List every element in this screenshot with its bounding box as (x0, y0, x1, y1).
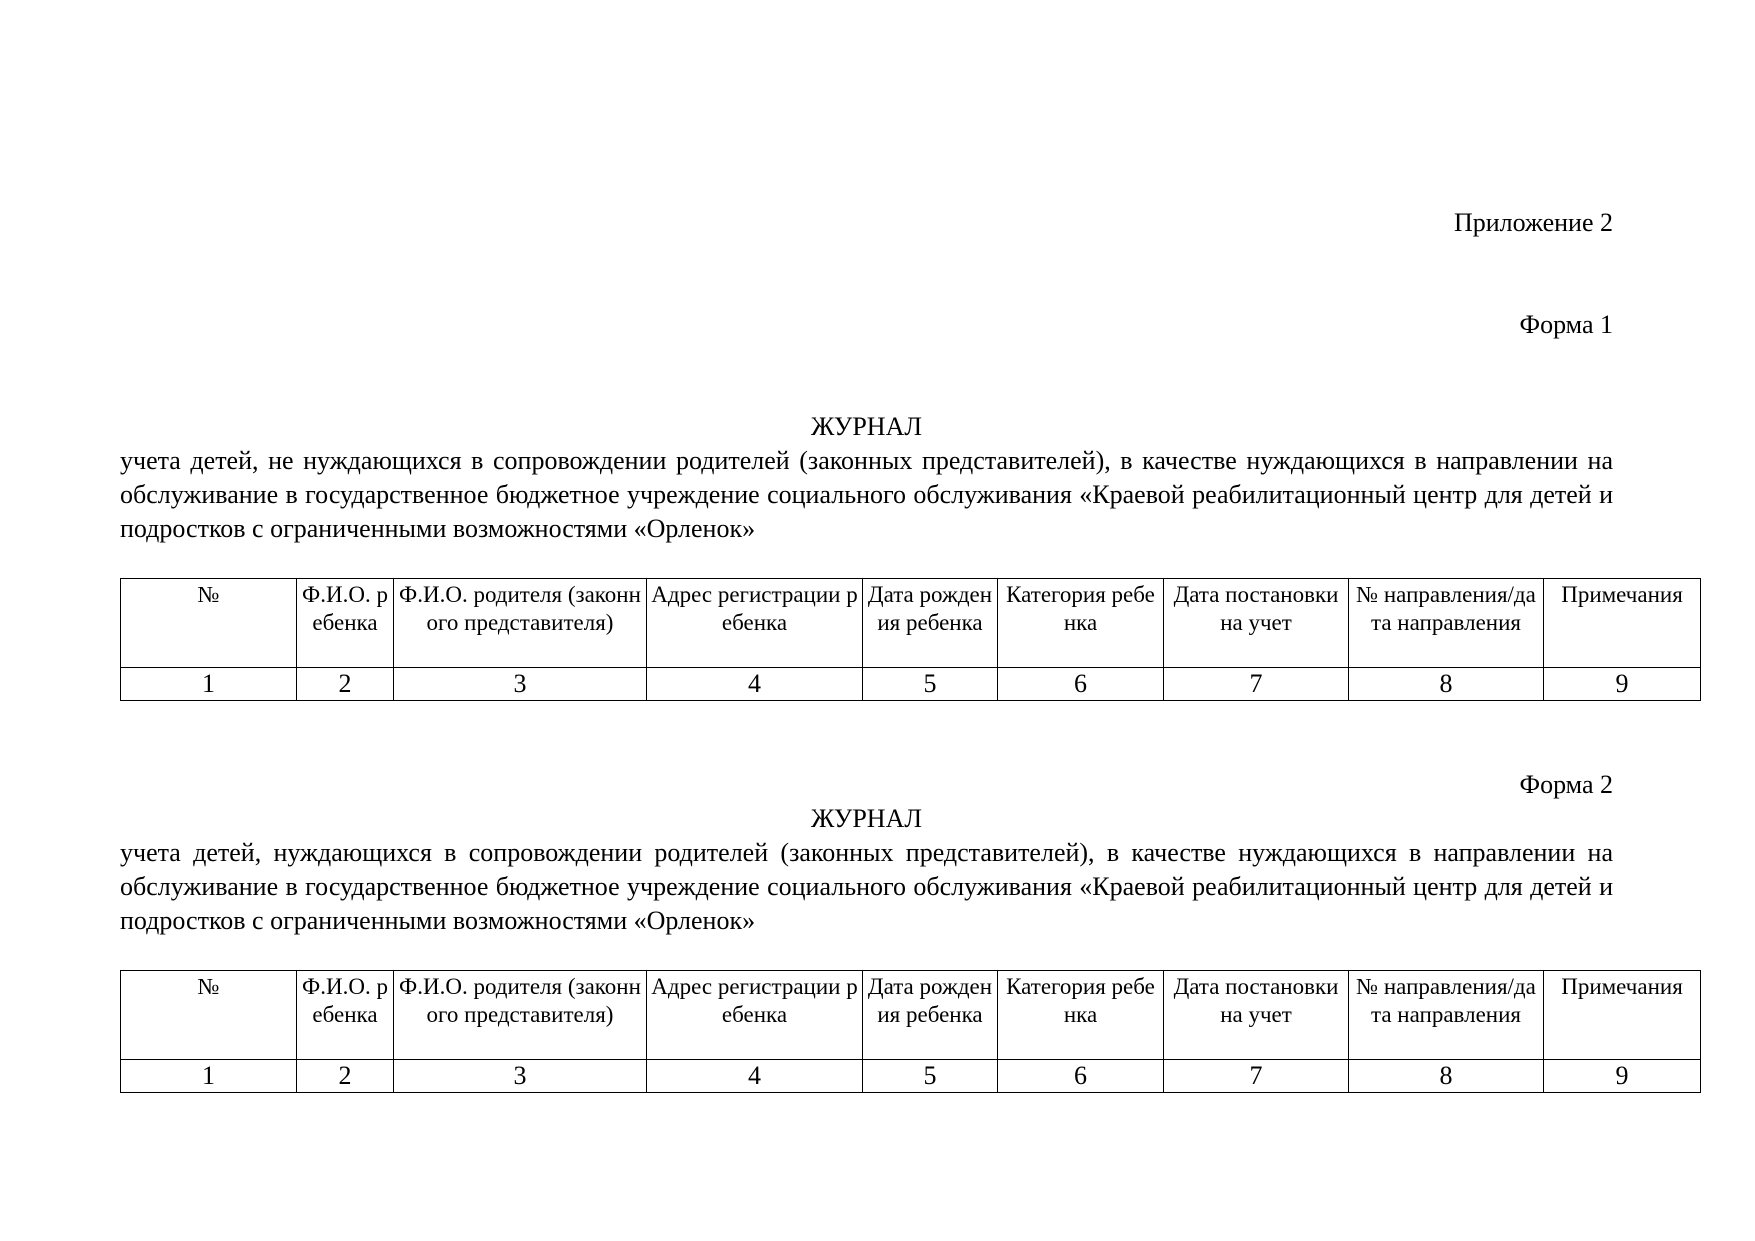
number-cell: 5 (863, 668, 998, 701)
table-header-row (121, 971, 1701, 1060)
appendix-label: Приложение 2 (1453, 208, 1613, 237)
header-cell-child-name: Ф.И.О. ребенка (297, 971, 394, 1060)
number-cell: 8 (1349, 1060, 1544, 1093)
number-cell: 8 (1349, 668, 1544, 701)
number-cell: 4 (647, 668, 863, 701)
form-2-description: учета детей, нуждающихся в сопровождении родителей (законных представителей), в качестве нуждающихся в направлении на обслуживание в государственное бюджетное учреждение социального обслуживания «Краевой реабилитационный центр для детей и подростков с ограниченными возможностями «Орленок» (120, 838, 1613, 935)
number-cell: 4 (647, 1060, 863, 1093)
form-1-title: ЖУРНАЛ (811, 412, 922, 441)
form-2-journal-table (120, 970, 1701, 1093)
header-cell-birth-date: Дата рождения ребенка (863, 971, 998, 1060)
header-cell-parent-name: Ф.И.О. родителя (законного представителя) (394, 971, 647, 1060)
form-2-title: ЖУРНАЛ (811, 804, 922, 833)
header-cell-notes: Примечания (1544, 579, 1701, 668)
header-cell-child-name: Ф.И.О. ребенка (297, 579, 394, 668)
header-cell-referral: № направления/дата направления (1349, 579, 1544, 668)
header-cell-address: Адрес регистрации ребенка (647, 579, 863, 668)
header-cell-category: Категория ребенка (998, 971, 1164, 1060)
number-cell: 2 (297, 668, 394, 701)
form-2-label: Форма 2 (1519, 770, 1613, 799)
form-1-label: Форма 1 (1519, 310, 1613, 339)
header-cell-number: № (121, 971, 297, 1060)
table-number-row (121, 668, 1701, 701)
number-cell: 9 (1544, 668, 1701, 701)
header-cell-birth-date: Дата рождения ребенка (863, 579, 998, 668)
number-cell: 3 (394, 668, 647, 701)
number-cell: 3 (394, 1060, 647, 1093)
header-cell-address: Адрес регистрации ребенка (647, 971, 863, 1060)
number-cell: 1 (121, 668, 297, 701)
form-1-journal-table (120, 578, 1701, 701)
header-cell-notes: Примечания (1544, 971, 1701, 1060)
header-cell-number: № (121, 579, 297, 668)
number-cell: 7 (1164, 668, 1349, 701)
header-cell-referral: № направления/дата направления (1349, 971, 1544, 1060)
table-number-row (121, 1060, 1701, 1093)
header-cell-registration-date: Дата постановки на учет (1164, 971, 1349, 1060)
header-cell-category: Категория ребенка (998, 579, 1164, 668)
header-cell-registration-date: Дата постановки на учет (1164, 579, 1349, 668)
form-1-description: учета детей, не нуждающихся в сопровождении родителей (законных представителей), в качестве нуждающихся в направлении на обслуживание в государственное бюджетное учреждение социального обслуживания «Краевой реабилитационный центр для детей и подростков с ограниченными возможностями «Орленок» (120, 446, 1613, 543)
number-cell: 6 (998, 1060, 1164, 1093)
number-cell: 2 (297, 1060, 394, 1093)
number-cell: 7 (1164, 1060, 1349, 1093)
number-cell: 6 (998, 668, 1164, 701)
number-cell: 9 (1544, 1060, 1701, 1093)
table-header-row (121, 579, 1701, 668)
number-cell: 1 (121, 1060, 297, 1093)
header-cell-parent-name: Ф.И.О. родителя (законного представителя) (394, 579, 647, 668)
number-cell: 5 (863, 1060, 998, 1093)
